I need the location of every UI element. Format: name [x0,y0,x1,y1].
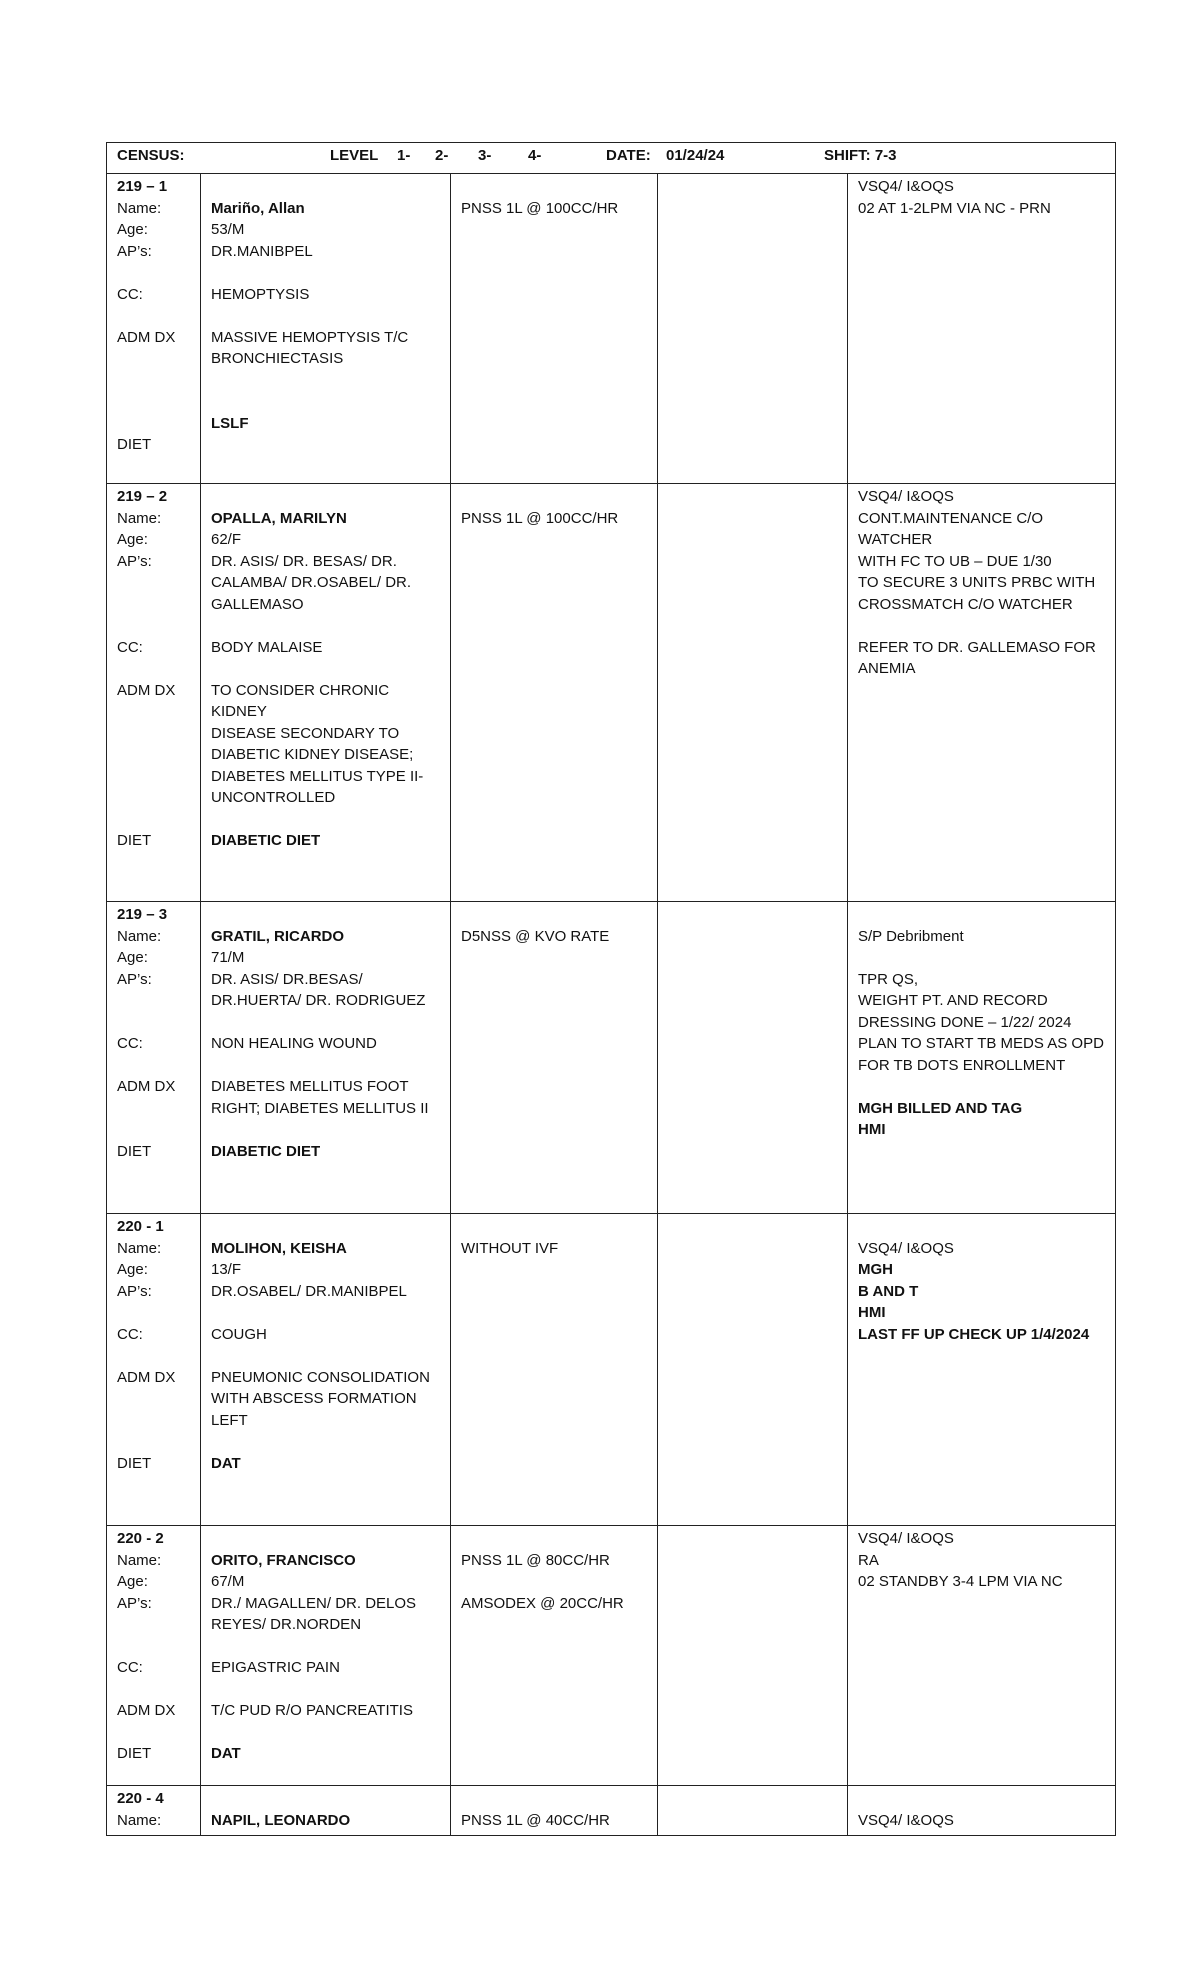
remark-line-bold: LAST FF UP CHECK UP 1/4/2024 [858,1325,1090,1343]
room-cell [107,1526,201,1786]
blank-cell [658,902,848,1214]
remark-line: DRESSING DONE – 1/22/ 2024 [858,1013,1072,1031]
remark-line: CROSSMATCH C/O WATCHER [858,595,1073,613]
patient-info-cell [201,902,451,1214]
patient-age: 62/F [211,531,242,548]
remark-line-bold: B AND T [858,1282,919,1300]
diet-label: DIET [117,1142,152,1160]
remark-line: 02 STANDBY 3-4 LPM VIA NC [858,1573,1063,1590]
name-label: Name: [117,1811,162,1829]
remark-line: CONT.MAINTENANCE C/O [858,509,1044,527]
ivf-cell [451,174,658,484]
admitting-diagnosis: DISEASE SECONDARY TO [211,724,400,742]
room-cell [107,902,201,1214]
census-header-cell [107,143,1116,174]
admitting-diagnosis: DIABETES MELLITUS FOOT [211,1078,409,1095]
blank-cell [658,484,848,902]
remark-line: VSQ4/ I&OQS [858,1530,954,1547]
ivf-cell [451,1786,658,1836]
blank-cell [658,174,848,484]
remark-line: VSQ4/ I&OQS [858,1239,954,1257]
remark-line: WEIGHT PT. AND RECORD [858,992,1048,1009]
cc-label: CC: [117,285,143,303]
room-cell [107,484,201,902]
diet-value: DIABETIC DIET [211,832,321,849]
aps-label: AP’s: [117,242,152,260]
remarks-cell [848,1214,1116,1526]
room-number: 220 - 1 [117,1218,164,1235]
admdx-label: ADM DX [117,1368,176,1386]
ivf-order: AMSODEX @ 20CC/HR [461,1594,624,1612]
ivf-cell [451,484,658,902]
remark-line: ANEMIA [858,660,916,677]
date-label: DATE: [606,147,651,164]
shift-label: SHIFT: 7-3 [824,147,897,164]
room-number: 219 – 1 [117,178,168,195]
remark-line-bold: HMI [858,1304,886,1321]
remarks-cell [848,174,1116,484]
level-option-4: 4- [528,147,542,164]
age-label: Age: [117,949,148,966]
patient-row [107,1526,1116,1786]
diet-value: DAT [211,1454,241,1472]
patient-name: NAPIL, LEONARDO [211,1811,351,1829]
ivf-order: PNSS 1L @ 40CC/HR [461,1811,610,1829]
admitting-diagnosis: BRONCHIECTASIS [211,350,344,367]
age-label: Age: [117,531,148,548]
patient-row [107,484,1116,902]
admitting-diagnosis: PNEUMONIC CONSOLIDATION [211,1368,430,1386]
name-label: Name: [117,1551,162,1569]
attending-physicians: DR. ASIS/ DR. BESAS/ DR. [211,552,397,570]
patient-row [107,902,1116,1214]
name-label: Name: [117,509,162,527]
attending-physicians: DR.HUERTA/ DR. RODRIGUEZ [211,992,426,1009]
remark-line: RA [858,1551,879,1569]
remark-line: WATCHER [858,531,933,548]
census-header-row [107,143,1116,174]
admitting-diagnosis: DIABETES MELLITUS TYPE II- [211,767,424,785]
ivf-order: PNSS 1L @ 100CC/HR [461,509,619,527]
aps-label: AP’s: [117,1282,152,1300]
blank-cell [658,1214,848,1526]
remarks-cell [848,1526,1116,1786]
patient-info-cell [201,484,451,902]
admitting-diagnosis: MASSIVE HEMOPTYSIS T/C [211,328,409,346]
remarks-cell [848,1786,1116,1836]
patient-age: 67/M [211,1573,245,1590]
attending-physicians: CALAMBA/ DR.OSABEL/ DR. [211,574,412,591]
remark-line [858,615,1105,637]
admitting-diagnosis: UNCONTROLLED [211,789,336,806]
level-option-3: 3- [478,147,492,164]
room-number: 219 – 2 [117,488,168,505]
admitting-diagnosis: DIABETIC KIDNEY DISEASE; [211,746,414,763]
diet-value: DIABETIC DIET [211,1142,321,1160]
diet-label: DIET [117,832,152,849]
remark-line: 02 AT 1-2LPM VIA NC - PRN [858,199,1051,217]
remark-line-bold: MGH [858,1261,893,1278]
ivf-cell [451,1526,658,1786]
patient-name: MOLIHON, KEISHA [211,1239,347,1257]
chief-complaint: NON HEALING WOUND [211,1035,377,1052]
cc-label: CC: [117,638,143,656]
diet-label: DIET [117,436,152,453]
name-label: Name: [117,927,162,945]
attending-physicians: GALLEMASO [211,595,304,613]
admitting-diagnosis: RIGHT; DIABETES MELLITUS II [211,1099,429,1117]
remark-line: TPR QS, [858,970,919,988]
chief-complaint: COUGH [211,1325,267,1343]
room-cell [107,1786,201,1836]
patient-row [107,1786,1116,1836]
aps-label: AP’s: [117,970,152,988]
remark-line: WITH FC TO UB – DUE 1/30 [858,552,1052,570]
remark-line: VSQ4/ I&OQS [858,1811,954,1829]
remark-line: VSQ4/ I&OQS [858,488,954,505]
patient-age: 53/M [211,221,245,238]
diet-label: DIET [117,1745,152,1762]
name-label: Name: [117,1239,162,1257]
admitting-diagnosis: LEFT [211,1411,248,1429]
remark-line: REFER TO DR. GALLEMASO FOR [858,638,1096,656]
patient-name: OPALLA, MARILYN [211,509,347,527]
admdx-label: ADM DX [117,328,176,346]
chief-complaint: EPIGASTRIC PAIN [211,1659,340,1676]
remarks-cell [848,902,1116,1214]
remarks-cell [848,484,1116,902]
aps-label: AP’s: [117,552,152,570]
admdx-label: ADM DX [117,681,176,699]
admitting-diagnosis: T/C PUD R/O PANCREATITIS [211,1702,413,1719]
room-cell [107,1214,201,1526]
patient-info-cell [201,1526,451,1786]
patient-name: ORITO, FRANCISCO [211,1551,356,1569]
ivf-cell [451,902,658,1214]
patient-info-cell [201,174,451,484]
age-label: Age: [117,221,148,238]
blank-cell [658,1786,848,1836]
admitting-diagnosis: WITH ABSCESS FORMATION [211,1390,417,1407]
attending-physicians: DR. ASIS/ DR.BESAS/ [211,970,363,988]
attending-physicians: DR./ MAGALLEN/ DR. DELOS [211,1594,417,1612]
patient-name: Mariño, Allan [211,199,305,217]
remark-line: VSQ4/ I&OQS [858,178,954,195]
blank-cell [658,1526,848,1786]
remark-line-bold: HMI [858,1121,886,1138]
ivf-order: PNSS 1L @ 80CC/HR [461,1551,610,1569]
name-label: Name: [117,199,162,217]
attending-physicians: REYES/ DR.NORDEN [211,1616,362,1633]
patient-row [107,174,1116,484]
patient-info-cell [201,1214,451,1526]
diet-value: LSLF [211,414,249,432]
level-option-1: 1- [397,147,411,164]
remark-line-bold: MGH BILLED AND TAG [858,1099,1023,1117]
patient-name: GRATIL, RICARDO [211,927,345,945]
patient-age: 13/F [211,1261,242,1278]
patient-info-cell [201,1786,451,1836]
cc-label: CC: [117,1035,143,1052]
chief-complaint: HEMOPTYSIS [211,285,310,303]
remark-line: PLAN TO START TB MEDS AS OPD [858,1035,1104,1052]
census-label: CENSUS: [117,147,185,164]
room-number: 220 - 2 [117,1530,164,1547]
admdx-label: ADM DX [117,1078,176,1095]
room-cell [107,174,201,484]
level-option-2: 2- [435,147,449,164]
ivf-order: PNSS 1L @ 100CC/HR [461,199,619,217]
aps-label: AP’s: [117,1594,152,1612]
remark-line: FOR TB DOTS ENROLLMENT [858,1056,1066,1074]
room-number: 220 - 4 [117,1790,164,1807]
census-table [106,142,1116,1836]
ivf-order: WITHOUT IVF [461,1239,559,1257]
diet-label: DIET [117,1454,152,1472]
chief-complaint: BODY MALAISE [211,638,323,656]
diet-value: DAT [211,1745,241,1762]
admdx-label: ADM DX [117,1702,176,1719]
patient-row [107,1214,1116,1526]
age-label: Age: [117,1261,148,1278]
cc-label: CC: [117,1659,143,1676]
level-label: LEVEL [330,147,379,164]
attending-physicians: DR.MANIBPEL [211,242,313,260]
ivf-order: D5NSS @ KVO RATE [461,927,610,945]
attending-physicians: DR.OSABEL/ DR.MANIBPEL [211,1282,407,1300]
room-number: 219 – 3 [117,906,168,923]
remark-line: TO SECURE 3 UNITS PRBC WITH [858,574,1096,591]
age-label: Age: [117,1573,148,1590]
ivf-cell [451,1214,658,1526]
cc-label: CC: [117,1325,143,1343]
remark-line: S/P Debribment [858,927,964,945]
date-value: 01/24/24 [666,147,725,164]
admitting-diagnosis: TO CONSIDER CHRONIC KIDNEY [211,681,394,720]
patient-age: 71/M [211,949,245,966]
